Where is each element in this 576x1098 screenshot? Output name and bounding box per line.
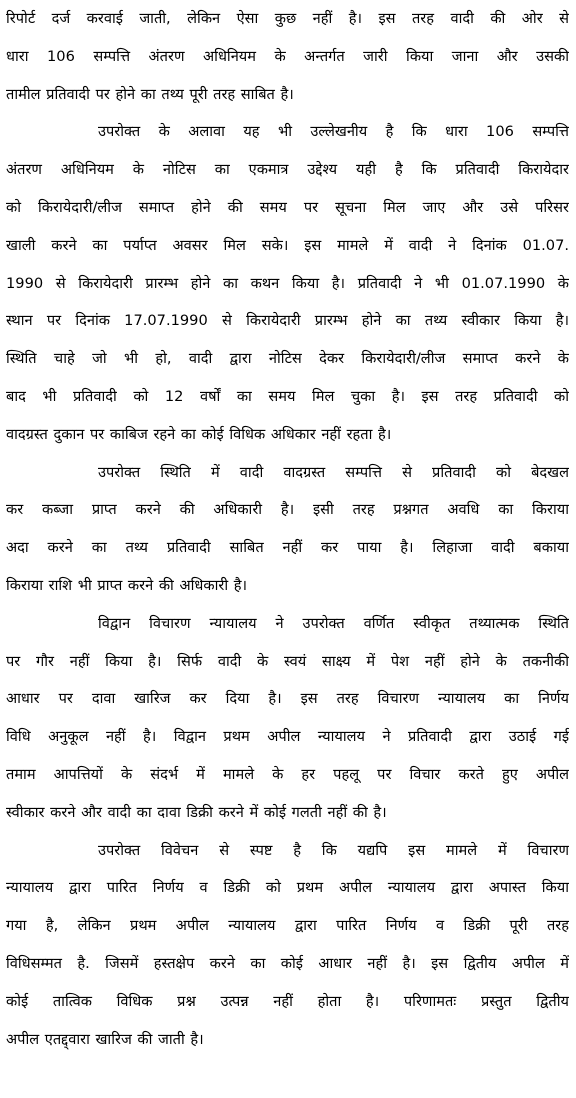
paragraph-2 <box>6 113 569 453</box>
text-line: विधिसम्मत है. जिसमें हस्तक्षेप करने का कोई आधार नहीं है। इस द्वितीय अपील में <box>6 954 569 972</box>
paragraph-3 <box>6 454 569 605</box>
text-line: गया है, लेकिन प्रथम अपील न्यायालय द्वारा पारित निर्णय व डिक्री पूरी तरह <box>6 917 569 935</box>
text-line: उपरोक्त स्थिति में वादी वादग्रस्त सम्पत्ति से प्रतिवादी को बेदखल <box>98 463 569 481</box>
text-line: अदा करने का तथ्य प्रतिवादी साबित नहीं कर पाया है। लिहाजा वादी बकाया <box>6 539 569 557</box>
text-line: आधार पर दावा खारिज कर दिया है। इस तरह विचारण न्यायालय का निर्णय <box>6 690 569 708</box>
text-line: तामील प्रतिवादी पर होने का तथ्य पूरी तरह साबित है। <box>6 85 294 103</box>
paragraph-1 <box>6 0 569 113</box>
text-line: बाद भी प्रतिवादी को 12 वर्षों का समय मिल चुका है। इस तरह प्रतिवादी को <box>6 387 569 405</box>
text-line: विधि अनुकूल नहीं है। विद्वान प्रथम अपील न्यायालय ने प्रतिवादी द्वारा उठाई गई <box>6 728 569 746</box>
text-line: न्यायालय द्वारा पारित निर्णय व डिक्री को प्रथम अपील न्यायालय द्वारा अपास्त किया <box>6 879 569 897</box>
text-line: अपील एतद्द्वारा खारिज की जाती है। <box>6 1030 204 1048</box>
text-line: उपरोक्त के अलावा यह भी उल्लेखनीय है कि धारा 106 सम्पत्ति <box>98 123 569 141</box>
text-line: अंतरण अधिनियम के नोटिस का एकमात्र उद्देश्य यही है कि प्रतिवादी किरायेदार <box>6 161 569 179</box>
text-line: को किरायेदारी/लीज समाप्त होने की समय पर सूचना मिल जाए और उसे परिसर <box>6 198 569 216</box>
text-line: किराया राशि भी प्राप्त करने की अधिकारी है। <box>6 576 248 594</box>
text-line: कर कब्जा प्राप्त करने की अधिकारी है। इसी तरह प्रश्नगत अवधि का किराया <box>6 501 569 519</box>
text-line: वादग्रस्त दुकान पर काबिज रहने का कोई विधिक अधिकार नहीं रहता है। <box>6 425 392 443</box>
text-line: स्थिति चाहे जो भी हो, वादी द्वारा नोटिस देकर किरायेदारी/लीज समाप्त करने के <box>6 350 569 368</box>
text-line: कोई तात्विक विधिक प्रश्न उत्पन्न नहीं होता है। परिणामतः प्रस्तुत द्वितीय <box>6 992 569 1010</box>
text-line: 1990 से किरायेदारी प्रारम्भ होने का कथन किया है। प्रतिवादी ने भी 01.07.1990 के <box>6 274 569 292</box>
text-line: उपरोक्त विवेचन से स्पष्ट है कि यद्यपि इस मामले में विचारण <box>98 841 569 859</box>
text-line: तमाम आपत्तियों के संदर्भ में मामले के हर पहलू पर विचार करते हुए अपील <box>6 765 569 783</box>
text-line: धारा 106 सम्पत्ति अंतरण अधिनियम के अन्तर्गत जारी किया जाना और उसकी <box>6 47 569 65</box>
text-line: विद्वान विचारण न्यायालय ने उपरोक्त वर्णित स्वीकृत तथ्यात्मक स्थिति <box>98 614 569 632</box>
text-line: स्थान पर दिनांक 17.07.1990 से किरायेदारी प्रारम्भ होने का तथ्य स्वीकार किया है। <box>6 312 569 330</box>
text-line: पर गौर नहीं किया है। सिर्फ वादी के स्वयं साक्ष्य में पेश नहीं होने के तकनीकी <box>6 652 569 670</box>
text-line: स्वीकार करने और वादी का दावा डिक्री करने में कोई गलती नहीं की है। <box>6 803 387 821</box>
paragraph-4 <box>6 605 569 832</box>
paragraph-5 <box>6 832 569 1059</box>
text-line: खाली करने का पर्याप्त अवसर मिल सके। इस मामले में वादी ने दिनांक 01.07. <box>6 236 569 254</box>
text-line: रिपोर्ट दर्ज करवाई जाती, लेकिन ऐसा कुछ नहीं है। इस तरह वादी की ओर से <box>6 10 569 27</box>
